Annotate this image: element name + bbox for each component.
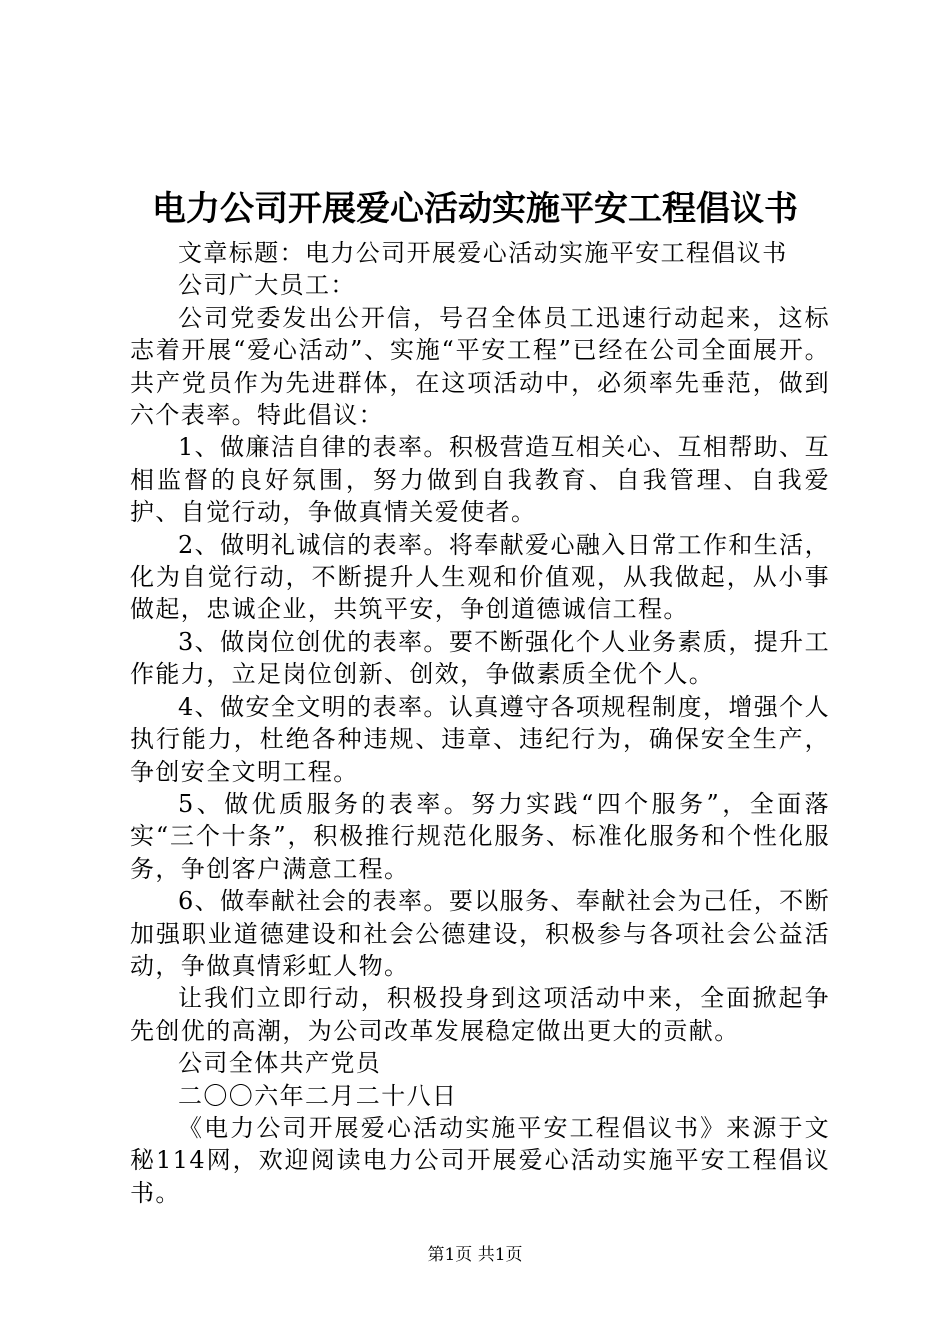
document-title: 电力公司开展爱心活动实施平安工程倡议书 [152,189,798,229]
paragraph-item-3: 3、做岗位创优的表率。要不断强化个人业务素质，提升工作能力，立足岗位创新、创效，争做素质全优个人。 [130,627,830,689]
paragraph-source-note: 《电力公司开展爱心活动实施平安工程倡议书》来源于文秘114网，欢迎阅读电力公司开展爱心活动实施平安工程倡议书。 [130,1113,830,1207]
paragraph-item-4: 4、做安全文明的表率。认真遵守各项规程制度，增强个人执行能力，杜绝各种违规、违章、违纪行为，确保安全生产，争创安全文明工程。 [130,692,830,786]
paragraph-item-2: 2、做明礼诚信的表率。将奉献爱心融入日常工作和生活，化为自觉行动，不断提升人生观和价值观，从我做起，从小事做起，忠诚企业，共筑平安，争创道德诚信工程。 [130,530,830,624]
document-body [130,237,830,1209]
paragraph-signature: 公司全体共产党员 [178,1049,382,1078]
paragraph-article-title: 文章标题：电力公司开展爱心活动实施平安工程倡议书 [178,239,788,267]
paragraph-item-1: 1、做廉洁自律的表率。积极营造互相关心、互相帮助、互相监督的良好氛围，努力做到自我教育、自我管理、自我爱护、自觉行动，争做真情关爱使者。 [130,433,830,527]
paragraph-salutation: 公司广大员工： [178,271,356,300]
paragraph-item-5: 5、做优质服务的表率。努力实践“四个服务”，全面落实“三个十条”，积极推行规范化服务、标准化服务和个性化服务，争创客户满意工程。 [130,789,830,883]
paragraph-call-to-action: 让我们立即行动，积极投身到这项活动中来，全面掀起争先创优的高潮，为公司改革发展稳定做出更大的贡献。 [130,984,830,1045]
paragraph-item-6: 6、做奉献社会的表率。要以服务、奉献社会为己任，不断加强职业道德建设和社会公德建设，积极参与各项社会公益活动，争做真情彩虹人物。 [130,887,830,980]
paragraph-intro: 公司党委发出公开信，号召全体员工迅速行动起来，这标志着开展“爱心活动”、实施“平安工程”已经在公司全面展开。共产党员作为先进群体，在这项活动中，必须率先垂范，做到六个表率。特此倡议： [130,303,830,430]
page-footer: 第1页 共1页 [427,1245,523,1265]
paragraph-date: 二〇〇六年二月二十八日 [178,1081,458,1110]
